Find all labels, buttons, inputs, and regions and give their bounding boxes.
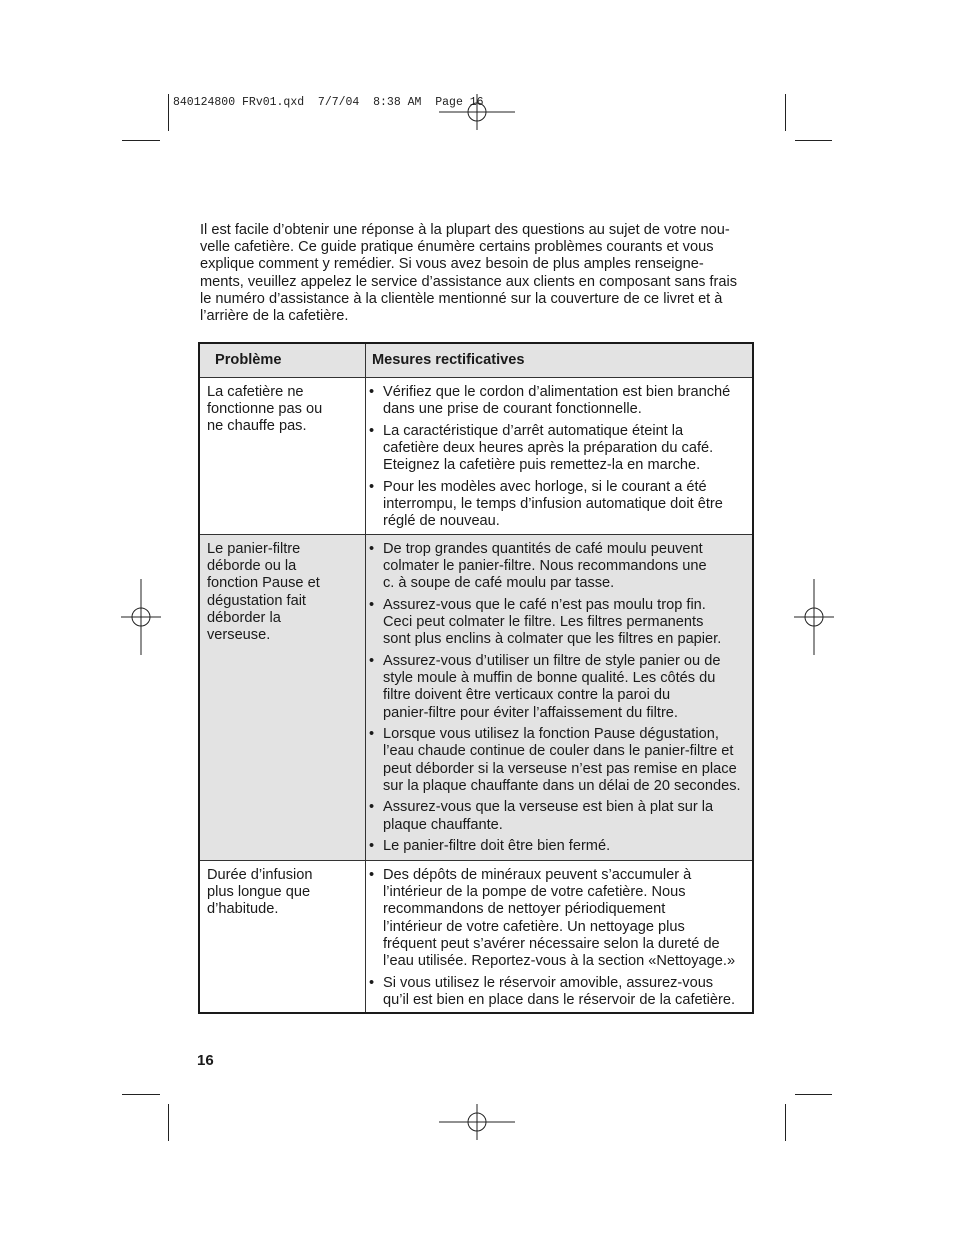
crop-mark: [785, 1104, 786, 1141]
troubleshooting-table: [198, 342, 754, 1014]
measure-line: Assurez-vous que le café n’est pas moulu trop fin.: [383, 597, 706, 613]
intro-paragraph: [200, 222, 760, 325]
measure-line: fréquent peut s’avérer nécessaire selon la dureté de: [383, 935, 720, 952]
bullet: •: [369, 478, 375, 495]
printer-slug: 840124800 FRv01.qxd 7/7/04 8:38 AM Page 16: [173, 96, 484, 109]
measure-item: [368, 726, 752, 795]
problem-line: fonctionne pas ou: [207, 401, 323, 418]
measure-line: Ceci peut colmater le filtre. Les filtres permanents: [383, 614, 704, 631]
measure-line: Le panier-filtre doit être bien fermé.: [383, 838, 611, 855]
measure-line: Assurez-vous que la verseuse est bien à plat sur la: [383, 799, 714, 816]
crop-mark: [122, 140, 160, 141]
measure-line: Lorsque vous utilisez la fonction Pause dégustation,: [383, 726, 719, 743]
measure-line: filtre doivent être verticaux contre la paroi du: [383, 687, 671, 704]
intro-line: velle cafetière. Ce guide pratique énumère certains problèmes courants et vous: [200, 239, 714, 256]
problem-line: Durée d’infusion: [207, 867, 313, 883]
bullet: •: [369, 541, 375, 557]
page-number: 16: [197, 1052, 214, 1069]
measure-line: peut déborder si la verseuse n’est pas remise en place: [383, 760, 737, 777]
measure-line: Assurez-vous d’utiliser un filtre de style panier ou de: [383, 653, 721, 669]
problem-cell: [207, 867, 357, 919]
bullet: •: [369, 384, 375, 400]
table-row: [200, 535, 752, 861]
table-row: [200, 378, 752, 535]
measure-item: [368, 975, 752, 1009]
table-header: [200, 344, 752, 378]
problem-line: fonction Pause et: [207, 575, 320, 592]
measure-line: Si vous utilisez le réservoir amovible, assurez-vous: [383, 974, 714, 991]
intro-line: Il est facile d’obtenir une réponse à la plupart des questions au sujet de votre nou-: [200, 222, 730, 238]
measure-item: [368, 479, 752, 531]
problem-line: déborder la: [207, 609, 281, 626]
crop-mark: [168, 94, 169, 131]
registration-mark-icon: [439, 1084, 515, 1160]
measures-cell: [368, 541, 752, 860]
measure-line: panier-filtre pour éviter l’affaissement du filtre.: [383, 704, 678, 721]
measure-line: sur la plaque chauffante dans un délai de 20 secondes.: [383, 777, 741, 794]
measure-line: La caractéristique d’arrêt automatique éteint la: [383, 422, 684, 439]
table-row: [200, 861, 752, 1012]
measure-item: [368, 867, 752, 970]
measure-item: [368, 423, 752, 475]
intro-line: ments, veuillez appelez le service d’assistance aux clients en composant sans frais: [200, 273, 737, 290]
problem-line: La cafetière ne: [207, 384, 304, 400]
intro-line: le numéro d’assistance à la clientèle mentionné sur la couverture de ce livret et à: [200, 290, 723, 307]
measure-item: [368, 799, 752, 833]
measure-line: c. à soupe de café moulu par tasse.: [383, 575, 615, 592]
problem-line: ne chauffe pas.: [207, 418, 307, 435]
crop-mark: [795, 1094, 832, 1095]
problem-line: déborde ou la: [207, 558, 297, 575]
measure-line: dans une prise de courant fonctionnelle.: [383, 401, 642, 418]
crop-mark: [122, 1094, 160, 1095]
measure-line: sont plus enclins à colmater que les filtres en papier.: [383, 631, 722, 648]
measure-line: Eteignez la cafetière puis remettez-la en marche.: [383, 457, 701, 474]
measure-line: style moule à muffin de bonne qualité. Les côtés du: [383, 670, 716, 687]
problem-line: dégustation fait: [207, 592, 306, 609]
intro-line: explique comment y remédier. Si vous avez besoin de plus amples renseigne-: [200, 256, 704, 273]
registration-mark-icon: [439, 74, 515, 150]
measure-line: cafetière deux heures après la préparation du café.: [383, 440, 714, 456]
header-problem: Problème: [215, 352, 282, 368]
crop-mark: [785, 94, 786, 131]
registration-mark-icon: [776, 579, 852, 655]
problem-line: verseuse.: [207, 627, 271, 644]
bullet: •: [369, 422, 375, 439]
bullet: •: [369, 838, 375, 855]
measure-item: [368, 838, 752, 855]
measure-line: l’intérieur de votre cafetière. Un nettoyage plus: [383, 918, 685, 935]
crop-mark: [168, 1104, 169, 1141]
problem-line: Le panier-filtre: [207, 541, 301, 557]
bullet: •: [369, 726, 375, 743]
column-divider: [365, 344, 366, 1012]
measure-line: recommandons de nettoyer périodiquement: [383, 901, 666, 918]
bullet: •: [369, 597, 375, 613]
measure-item: [368, 541, 752, 593]
measure-line: Vérifiez que le cordon d’alimentation est bien branché: [383, 384, 731, 400]
problem-cell: [207, 541, 357, 644]
measure-line: Des dépôts de minéraux peuvent s’accumuler à: [383, 867, 692, 883]
measures-cell: [368, 867, 752, 1013]
crop-mark: [795, 140, 832, 141]
measure-line: interrompu, le temps d’infusion automatique doit être: [383, 496, 723, 512]
measure-line: colmater le panier-filtre. Nous recommandons une: [383, 558, 707, 575]
measure-line: réglé de nouveau.: [383, 513, 500, 530]
measure-line: l’eau utilisée. Reportez-vous à la section «Nettoyage.»: [383, 953, 736, 970]
measure-line: Pour les modèles avec horloge, si le courant a été: [383, 478, 707, 495]
registration-mark-icon: [103, 579, 179, 655]
measure-line: l’eau chaude continue de couler dans le panier-filtre et: [383, 743, 734, 760]
bullet: •: [369, 867, 375, 883]
problem-line: plus longue que: [207, 884, 311, 901]
header-measures: Mesures rectificatives: [372, 352, 525, 368]
measure-line: qu’il est bien en place dans le réservoir de la cafetière.: [383, 991, 736, 1008]
measure-line: plaque chauffante.: [383, 816, 503, 833]
measures-cell: [368, 384, 752, 535]
bullet: •: [369, 799, 375, 816]
bullet: •: [369, 974, 375, 991]
measure-item: [368, 384, 752, 418]
problem-cell: [207, 384, 357, 436]
intro-line: l’arrière de la cafetière.: [200, 308, 349, 325]
measure-item: [368, 597, 752, 649]
measure-line: De trop grandes quantités de café moulu peuvent: [383, 541, 703, 557]
problem-line: d’habitude.: [207, 901, 279, 918]
measure-item: [368, 653, 752, 722]
bullet: •: [369, 653, 375, 669]
measure-line: l’intérieur de la pompe de votre cafetière. Nous: [383, 884, 686, 901]
